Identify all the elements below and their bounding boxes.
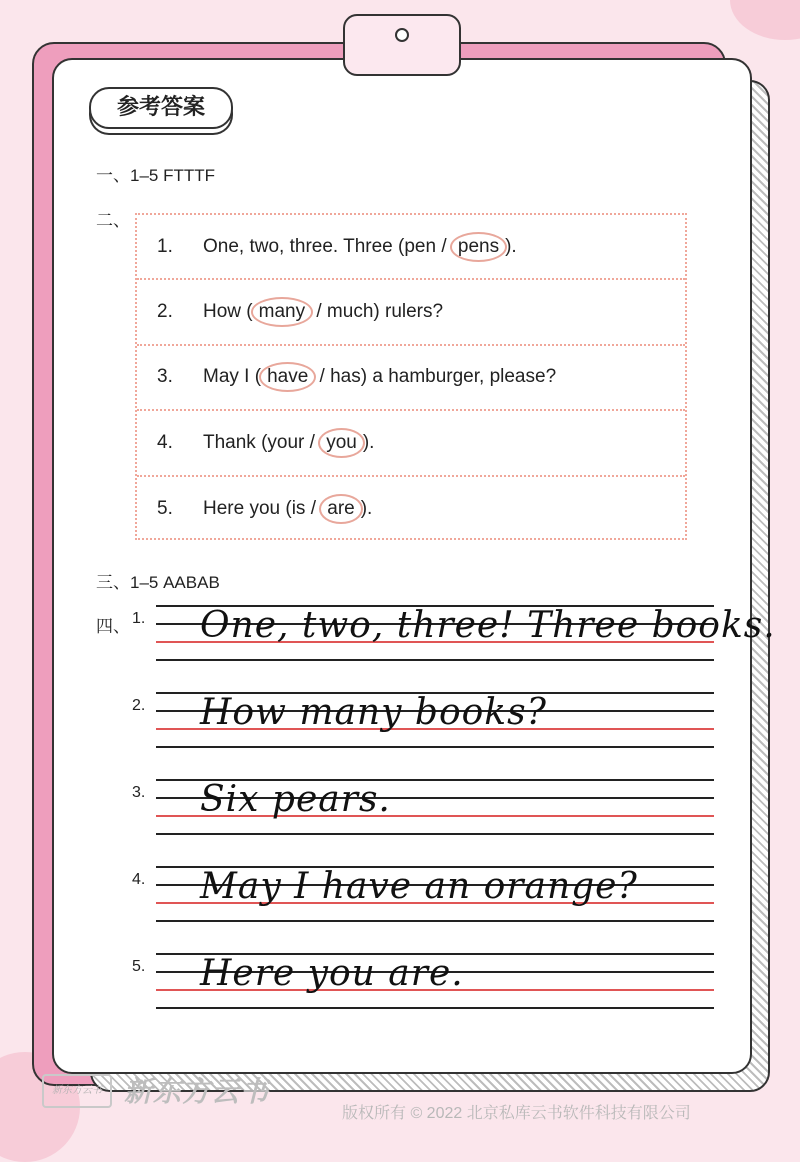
answer-number: 5. <box>157 498 173 520</box>
writing-lines <box>156 866 714 926</box>
handwriting-number: 2. <box>132 697 146 714</box>
answer-row <box>137 280 685 345</box>
answer-row <box>137 346 685 411</box>
answer-text: How ( many / much) rulers? <box>203 297 443 327</box>
section-1-text: 1–5 FTTTF <box>130 166 216 185</box>
handwriting-text: May I have an orange? <box>200 866 638 907</box>
writing-lines <box>156 605 776 665</box>
clip-hole-icon <box>395 28 409 42</box>
handwriting-text: How many books? <box>200 692 547 733</box>
footer-copyright: 版权所有 © 2022 北京私库云书软件科技有限公司 <box>342 1105 691 1122</box>
footer-logo: 新东方云书 <box>42 1074 112 1108</box>
answer-text: Thank (your / you ). <box>203 428 374 458</box>
handwriting-text: One, two, three! Three books. <box>200 605 776 646</box>
section-3-text: 1–5 AABAB <box>130 573 220 592</box>
answer-text: May I ( have / has) a hamburger, please? <box>203 362 556 392</box>
writing-lines <box>156 779 714 839</box>
handwriting-row <box>96 779 716 839</box>
page-title: 参考答案 <box>89 87 233 129</box>
writing-lines <box>156 953 714 1013</box>
circled-answer: have <box>259 362 316 392</box>
answer-text: One, two, three. Three (pen / pens ). <box>203 232 517 262</box>
handwriting-text: Six pears. <box>200 779 391 820</box>
section-2-label: 二、 <box>96 211 130 230</box>
footer-brand: 新东方云书 <box>124 1076 270 1107</box>
section-1 <box>96 161 215 186</box>
section-3 <box>96 568 220 593</box>
answer-number: 1. <box>157 235 173 257</box>
handwriting-row <box>96 605 776 665</box>
answer-number: 2. <box>157 301 173 323</box>
handwriting-number: 1. <box>132 610 146 627</box>
circled-answer: pens <box>450 232 507 262</box>
circled-answer: you <box>318 428 365 458</box>
answer-text: Here you (is / are ). <box>203 494 372 524</box>
section-1-label: 一、 <box>96 166 130 185</box>
answer-row <box>137 215 685 280</box>
handwriting-row <box>96 866 716 926</box>
section-3-label: 三、 <box>96 573 130 592</box>
writing-lines <box>156 692 714 752</box>
section-4-label: 四、 <box>96 617 130 636</box>
handwriting-number: 5. <box>132 958 146 975</box>
circled-answer: are <box>319 494 362 524</box>
answer-row <box>137 477 685 542</box>
circled-answer: many <box>251 297 313 327</box>
handwriting-number: 3. <box>132 784 146 801</box>
answer-number: 3. <box>157 366 173 388</box>
section-2-answers <box>135 213 687 540</box>
handwriting-row <box>96 692 716 752</box>
handwriting-row <box>96 953 716 1013</box>
answer-number: 4. <box>157 431 173 453</box>
handwriting-text: Here you are. <box>200 953 464 994</box>
handwriting-number: 4. <box>132 871 146 888</box>
clipboard-clip <box>343 14 461 76</box>
answer-row <box>137 411 685 476</box>
corner-decoration <box>730 0 800 40</box>
